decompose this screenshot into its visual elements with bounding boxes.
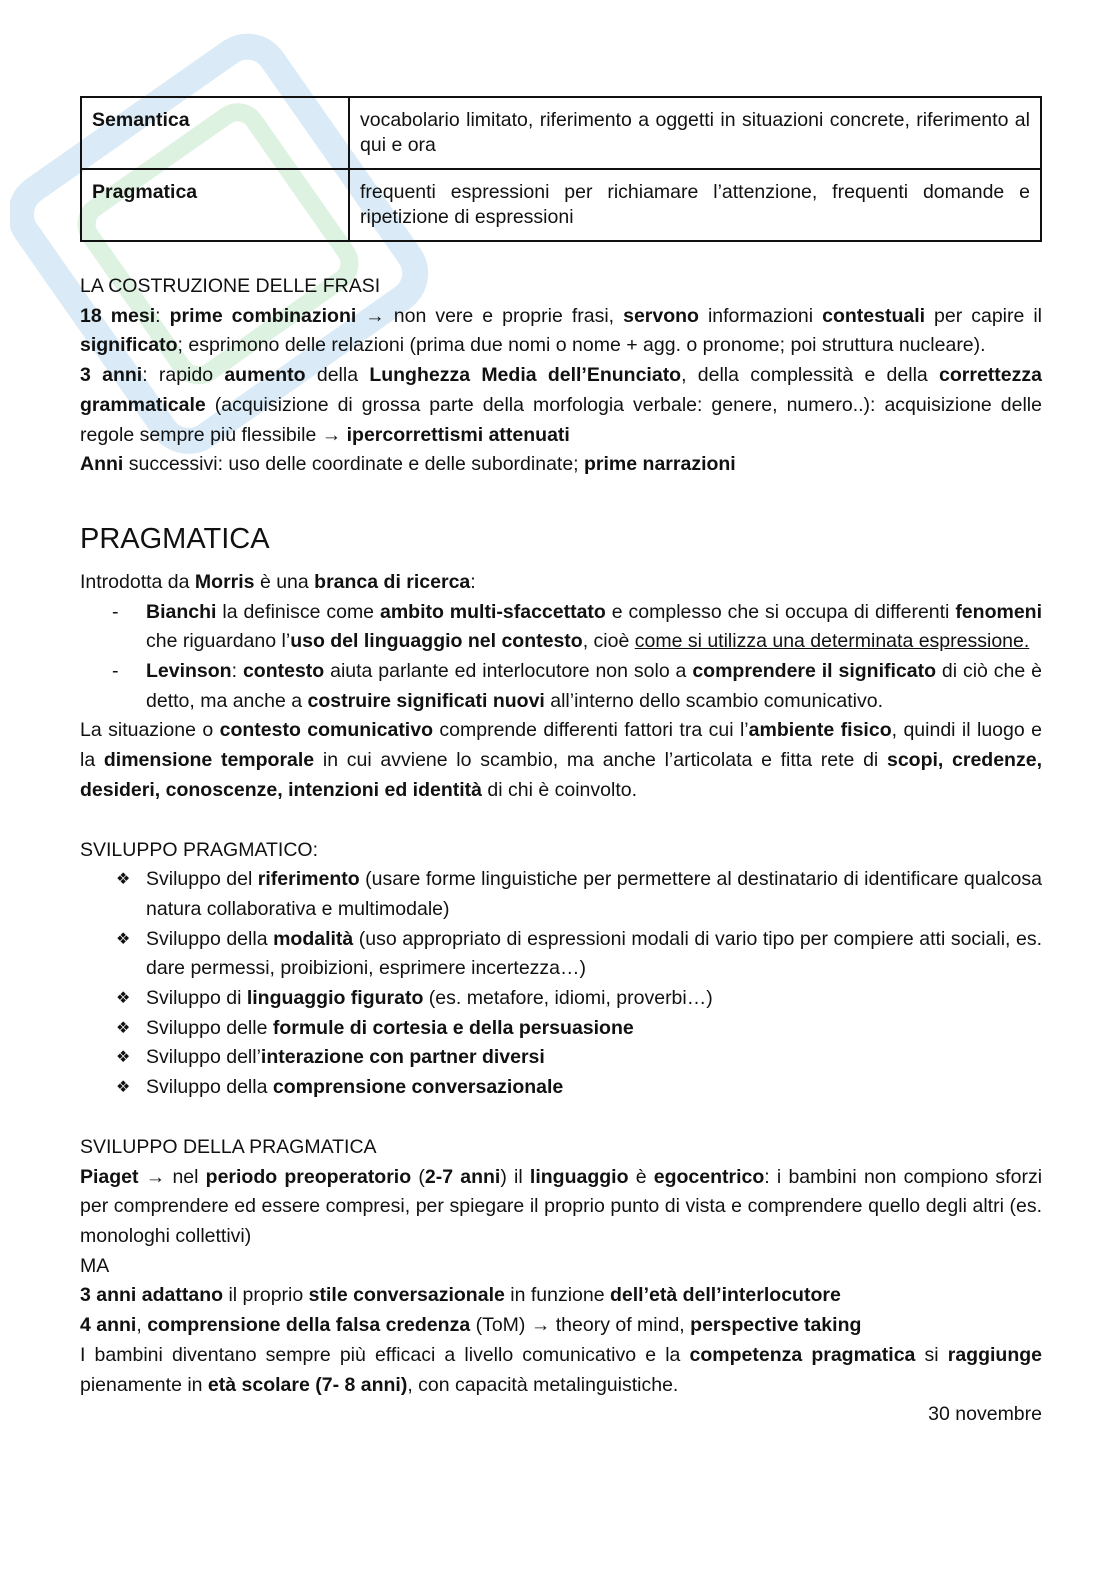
- paragraph-piaget: Piaget → nel periodo preoperatorio (2-7 anni) il linguaggio è egocentrico: i bambini non compiono sforzi per comprendere ed essere compresi, per spiegare il proprio punto di vista e comprendere quello degli altri (es. monologhi collettivi): [80, 1165, 1043, 1247]
- section-sviluppo: [80, 836, 1042, 1103]
- list-item: - Bianchi la definisce come ambito multi-sfaccettato e complesso che si occupa di differenti fenomeni che riguardano l’uso del linguaggio nel contesto, cioè come si utilizza una determinata espressione.: [146, 598, 1042, 657]
- list-item: ❖ Sviluppo della comprensione conversazionale: [146, 1073, 1042, 1103]
- section-sviluppo-pragmatica: [80, 1133, 1042, 1430]
- list-item: ❖ Sviluppo della modalità (uso appropriato di espressioni modali di vario tipo per compiere atti sociali, es. dare permessi, proibizioni, esprimere incertezza…): [146, 925, 1042, 984]
- paragraph-18-mesi: 18 mesi: prime combinazioni → non vere e proprie frasi, servono informazioni contestuali per capire il significato; esprimono delle relazioni (prima due nomi o nome + agg. o pronome; poi struttura nucleare).: [80, 304, 1043, 357]
- list-item: ❖ Sviluppo delle formule di cortesia e della persuasione: [146, 1014, 1042, 1044]
- section-frasi: [80, 272, 1042, 480]
- paragraph-anni-successivi: Anni successivi: uso delle coordinate e delle subordinate; prime narrazioni: [80, 453, 736, 476]
- section-heading: LA COSTRUZIONE DELLE FRASI: [80, 275, 381, 297]
- list-item: - Levinson: contesto aiuta parlante ed interlocutore non solo a comprendere il significato di ciò che è detto, ma anche a costruire significati nuovi all’interno dello scambio comunicativo.: [146, 657, 1042, 716]
- paragraph-intro: Introdotta da Morris è una branca di ricerca:: [80, 570, 476, 593]
- table-row: [81, 169, 1041, 241]
- section-heading: SVILUPPO PRAGMATICO:: [80, 838, 319, 861]
- diamond-bullet-icon: ❖: [116, 1049, 131, 1067]
- section-title: PRAGMATICA: [80, 522, 270, 555]
- paragraph-3-anni-adattano: 3 anni adattano il proprio stile conversazionale in funzione dell’età dell’interlocutore: [80, 1284, 841, 1307]
- table-key: Pragmatica: [81, 169, 349, 241]
- paragraph-4-anni: 4 anni, comprensione della falsa credenza (ToM) → theory of mind, perspective taking: [80, 1314, 862, 1337]
- document-page: [80, 96, 1042, 1430]
- table-value: frequenti espressioni per richiamare l’attenzione, frequenti domande e ripetizione di espressioni: [349, 169, 1041, 241]
- date-label: 30 novembre: [928, 1403, 1042, 1426]
- diamond-bullet-icon: ❖: [116, 871, 131, 889]
- sviluppo-list: [80, 865, 1042, 1103]
- table-row: [81, 97, 1041, 169]
- list-item: ❖ Sviluppo del riferimento (usare forme linguistiche per permettere al destinatario di identificare qualcosa natura collaborativa e multimodale): [146, 865, 1042, 924]
- list-item: ❖ Sviluppo dell’interazione con partner diversi: [146, 1043, 1042, 1073]
- section-heading: SVILUPPO DELLA PRAGMATICA: [80, 1135, 377, 1158]
- table-value: vocabolario limitato, riferimento a oggetti in situazioni concrete, riferimento al qui e ora: [349, 97, 1041, 169]
- paragraph-3-anni: 3 anni: rapido aumento della Lunghezza Media dell’Enunciato, della complessità e della correttezza grammaticale (acquisizione di grossa parte della morfologia verbale: genere, numero..): acquisizione delle regole sempre più flessibile → ipercorrettismi attenuati: [80, 364, 1042, 446]
- paragraph-ma: MA: [80, 1254, 110, 1277]
- paragraph-bambini: I bambini diventano sempre più efficaci a livello comunicativo e la competenza pragmatica si raggiunge pienamente in età scolare (7- 8 anni), con capacità metalinguistiche.: [80, 1343, 1042, 1396]
- diamond-bullet-icon: ❖: [116, 930, 131, 948]
- table-key: Semantica: [81, 97, 349, 169]
- definitions-list: [80, 598, 1042, 717]
- paragraph-situazione: La situazione o contesto comunicativo comprende differenti fattori tra cui l’ambiente fisico, quindi il luogo e la dimensione temporale in cui avviene lo scambio, ma anche l’articolata e fitta rete di scopi, credenze, desideri, conoscenze, intenzioni ed identità di chi è coinvolto.: [80, 719, 1042, 801]
- diamond-bullet-icon: ❖: [116, 1079, 131, 1097]
- list-item: ❖ Sviluppo di linguaggio figurato (es. metafore, idiomi, proverbi…): [146, 984, 1042, 1014]
- features-table: [80, 96, 1042, 242]
- diamond-bullet-icon: ❖: [116, 1019, 131, 1037]
- diamond-bullet-icon: ❖: [116, 990, 131, 1008]
